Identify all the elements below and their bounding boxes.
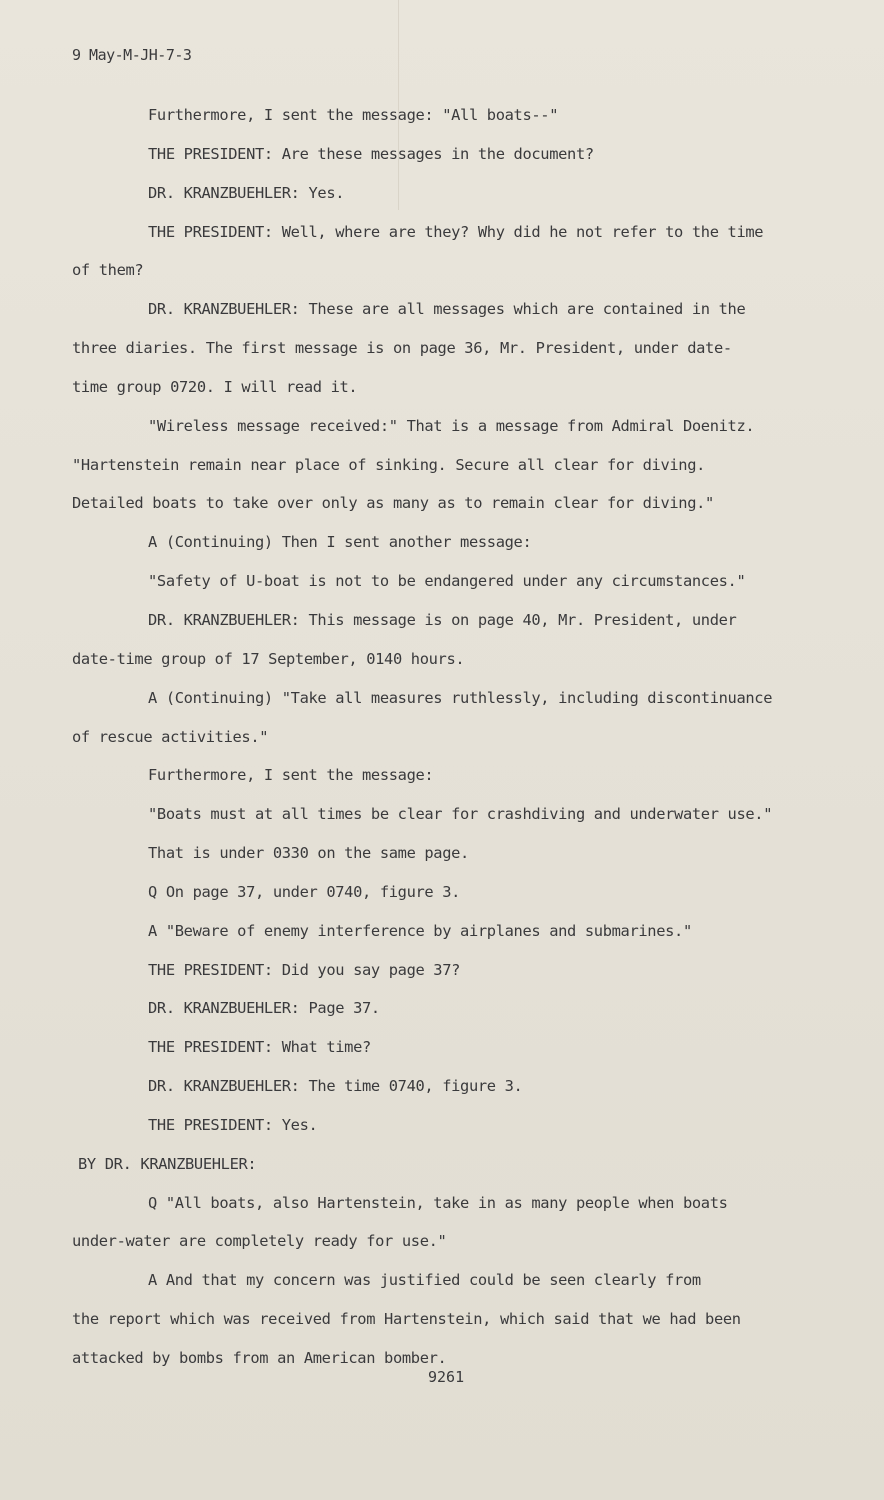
transcript-line: DR. KRANZBUEHLER: These are all messages which are contained in the bbox=[148, 300, 746, 319]
transcript-line: "Wireless message received:" That is a message from Admiral Doenitz. bbox=[148, 416, 755, 435]
transcript-line: THE PRESIDENT: Are these messages in the document? bbox=[148, 144, 594, 163]
transcript-line: THE PRESIDENT: Did you say page 37? bbox=[148, 960, 461, 979]
transcript-line: That is under 0330 on the same page. bbox=[148, 844, 469, 863]
transcript-line: of them? bbox=[72, 261, 144, 280]
transcript-line: THE PRESIDENT: Yes. bbox=[148, 1115, 318, 1134]
transcript-line: Furthermore, I sent the message: "All boats--" bbox=[148, 106, 559, 124]
page-header: 9 May-M-JH-7-3 bbox=[72, 46, 192, 64]
transcript-line: A (Continuing) "Take all measures ruthlessly, including discontinuance bbox=[148, 688, 773, 707]
transcript-line: BY DR. KRANZBUEHLER: bbox=[78, 1154, 257, 1173]
transcript-line: "Safety of U-boat is not to be endangered under any circumstances." bbox=[148, 572, 746, 591]
transcript-line: date-time group of 17 September, 0140 hours. bbox=[72, 649, 465, 668]
transcript-line: Q On page 37, under 0740, figure 3. bbox=[148, 882, 461, 901]
transcript-line: DR. KRANZBUEHLER: The time 0740, figure 3. bbox=[148, 1077, 523, 1096]
transcript-line: A (Continuing) Then I sent another message: bbox=[148, 533, 532, 552]
transcript-line: DR. KRANZBUEHLER: Page 37. bbox=[148, 999, 380, 1018]
transcript-body bbox=[0, 100, 884, 1382]
transcript-line: DR. KRANZBUEHLER: This message is on page 40, Mr. President, under bbox=[148, 610, 737, 629]
page-number: 9261 bbox=[428, 1368, 465, 1386]
transcript-line: "Boats must at all times be clear for crashdiving and underwater use." bbox=[148, 805, 773, 824]
transcript-line: Detailed boats to take over only as many as to remain clear for diving." bbox=[72, 494, 714, 513]
transcript-line: three diaries. The first message is on page 36, Mr. President, under date- bbox=[72, 339, 732, 358]
transcript-line: attacked by bombs from an American bomber. bbox=[72, 1349, 447, 1367]
transcript-line: the report which was received from Hartenstein, which said that we had been bbox=[72, 1310, 741, 1329]
transcript-line: "Hartenstein remain near place of sinking. Secure all clear for diving. bbox=[72, 455, 706, 474]
transcript-line: A "Beware of enemy interference by airplanes and submarines." bbox=[148, 921, 692, 940]
transcript-line: THE PRESIDENT: What time? bbox=[148, 1038, 371, 1057]
transcript-line: under-water are completely ready for use." bbox=[72, 1232, 447, 1251]
transcript-line: Furthermore, I sent the message: bbox=[148, 766, 434, 785]
transcript-line: time group 0720. I will read it. bbox=[72, 377, 358, 396]
transcript-line: Q "All boats, also Hartenstein, take in as many people when boats bbox=[148, 1193, 728, 1212]
transcript-line: DR. KRANZBUEHLER: Yes. bbox=[148, 183, 345, 202]
transcript-line: THE PRESIDENT: Well, where are they? Why did he not refer to the time bbox=[148, 222, 764, 241]
transcript-line: A And that my concern was justified could be seen clearly from bbox=[148, 1271, 701, 1290]
transcript-line: of rescue activities." bbox=[72, 727, 269, 746]
